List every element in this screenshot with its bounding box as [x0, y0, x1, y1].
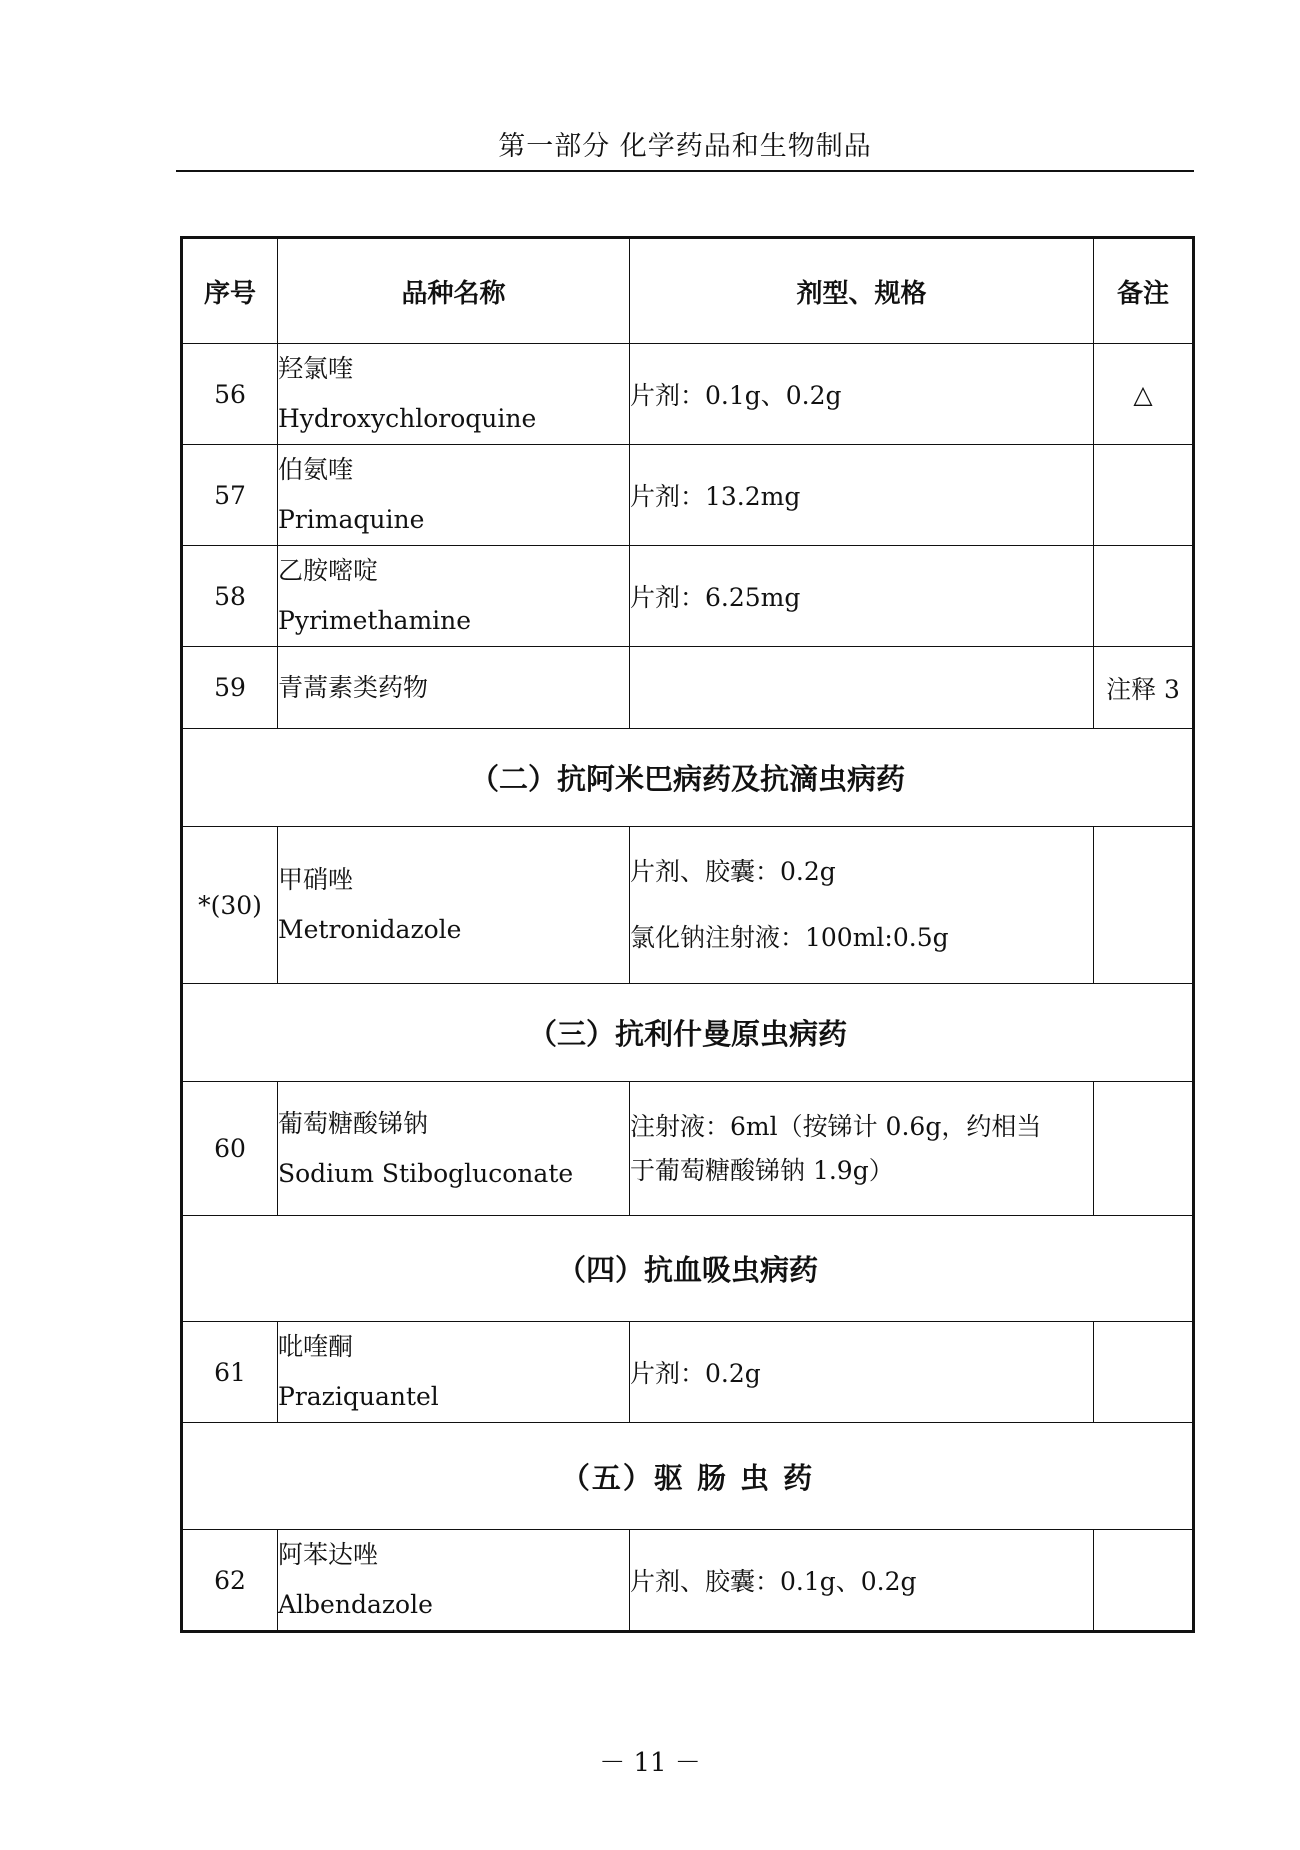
drug-name-en: Albendazole [278, 1590, 433, 1619]
page-header-title: 第一部分 化学药品和生物制品 [498, 131, 872, 162]
spec-line: 片剂、胶囊：0.2g [630, 857, 836, 886]
dosage-spec [630, 344, 1094, 445]
drug-name [278, 647, 630, 729]
page-number: － 11 － [599, 1748, 701, 1778]
row-number: 61 [182, 1322, 278, 1423]
spec-line: 氯化钠注射液：100ml:0.5g [630, 923, 949, 952]
drug-name-en: Metronidazole [278, 915, 462, 944]
row-number: 57 [182, 445, 278, 546]
section-row [182, 984, 1194, 1082]
spec-line: 片剂：0.2g [630, 1359, 761, 1388]
section-title: （五）驱 肠 虫 药 [182, 1423, 1194, 1530]
drug-name [278, 1322, 630, 1423]
drug-name-en: Sodium Stibogluconate [278, 1158, 574, 1188]
dosage-spec [630, 647, 1094, 729]
column-header-no: 序号 [182, 238, 278, 344]
remark: △ [1094, 344, 1194, 445]
section-title: （四）抗血吸虫病药 [182, 1216, 1194, 1322]
dosage-spec [630, 1322, 1094, 1423]
dosage-spec [630, 546, 1094, 647]
drug-name [278, 344, 630, 445]
drug-name [278, 827, 630, 984]
row-number: 58 [182, 546, 278, 647]
section-title: （三）抗利什曼原虫病药 [182, 984, 1194, 1082]
header-rule [176, 170, 1194, 172]
column-header-note: 备注 [1094, 238, 1194, 344]
row-number: 62 [182, 1530, 278, 1632]
row-number: 56 [182, 344, 278, 445]
row-number: 60 [182, 1082, 278, 1216]
spec-line: 片剂：0.1g、0.2g [630, 381, 842, 410]
spec-line: 片剂：13.2mg [630, 482, 801, 511]
section-row [182, 1216, 1194, 1322]
table-row [182, 1530, 1194, 1632]
drug-name [278, 1082, 630, 1216]
drug-name [278, 546, 630, 647]
section-row [182, 1423, 1194, 1530]
table-row [182, 344, 1194, 445]
row-number: 59 [182, 647, 278, 729]
table-row [182, 647, 1194, 729]
table-row [182, 546, 1194, 647]
drug-name-zh: 青蒿素类药物 [278, 672, 429, 702]
dosage-spec [630, 445, 1094, 546]
column-header-spec: 剂型、规格 [630, 238, 1094, 344]
table-row [182, 1322, 1194, 1423]
drug-name [278, 445, 630, 546]
drug-name-en: Primaquine [278, 505, 425, 534]
drug-name-zh: 乙胺嘧啶 [278, 556, 379, 585]
drug-name-zh: 吡喹酮 [278, 1332, 354, 1361]
drug-name-en: Pyrimethamine [278, 606, 472, 635]
table-row [182, 445, 1194, 546]
dosage-spec [630, 827, 1094, 984]
table-row [182, 827, 1194, 984]
remark [1094, 1082, 1194, 1216]
row-number: *(30) [182, 827, 278, 984]
drug-table [180, 236, 1195, 1633]
remark [1094, 445, 1194, 546]
remark [1094, 1530, 1194, 1632]
drug-name-en: Praziquantel [278, 1382, 439, 1411]
dosage-spec [630, 1530, 1094, 1632]
spec-line: 片剂：6.25mg [630, 583, 801, 612]
remark: 注释 3 [1094, 647, 1194, 729]
column-header-name: 品种名称 [278, 238, 630, 344]
remark [1094, 546, 1194, 647]
remark [1094, 827, 1194, 984]
table-row [182, 1082, 1194, 1216]
section-title: （二）抗阿米巴病药及抗滴虫病药 [182, 729, 1194, 827]
dosage-spec [630, 1082, 1094, 1216]
drug-name [278, 1530, 630, 1632]
spec-line: 片剂、胶囊：0.1g、0.2g [630, 1567, 917, 1596]
drug-name-zh: 阿苯达唑 [278, 1540, 379, 1569]
table-header-row [182, 238, 1194, 344]
drug-name-zh: 葡萄糖酸锑钠 [278, 1108, 429, 1138]
spec-line: 于葡萄糖酸锑钠 1.9g） [630, 1155, 894, 1185]
drug-name-zh: 伯氨喹 [278, 455, 354, 484]
section-row [182, 729, 1194, 827]
spec-line: 注射液：6ml（按锑计 0.6g，约相当 [630, 1111, 1042, 1141]
drug-name-en: Hydroxychloroquine [278, 404, 537, 433]
drug-name-zh: 甲硝唑 [278, 865, 354, 894]
drug-name-zh: 羟氯喹 [278, 354, 354, 383]
remark [1094, 1322, 1194, 1423]
